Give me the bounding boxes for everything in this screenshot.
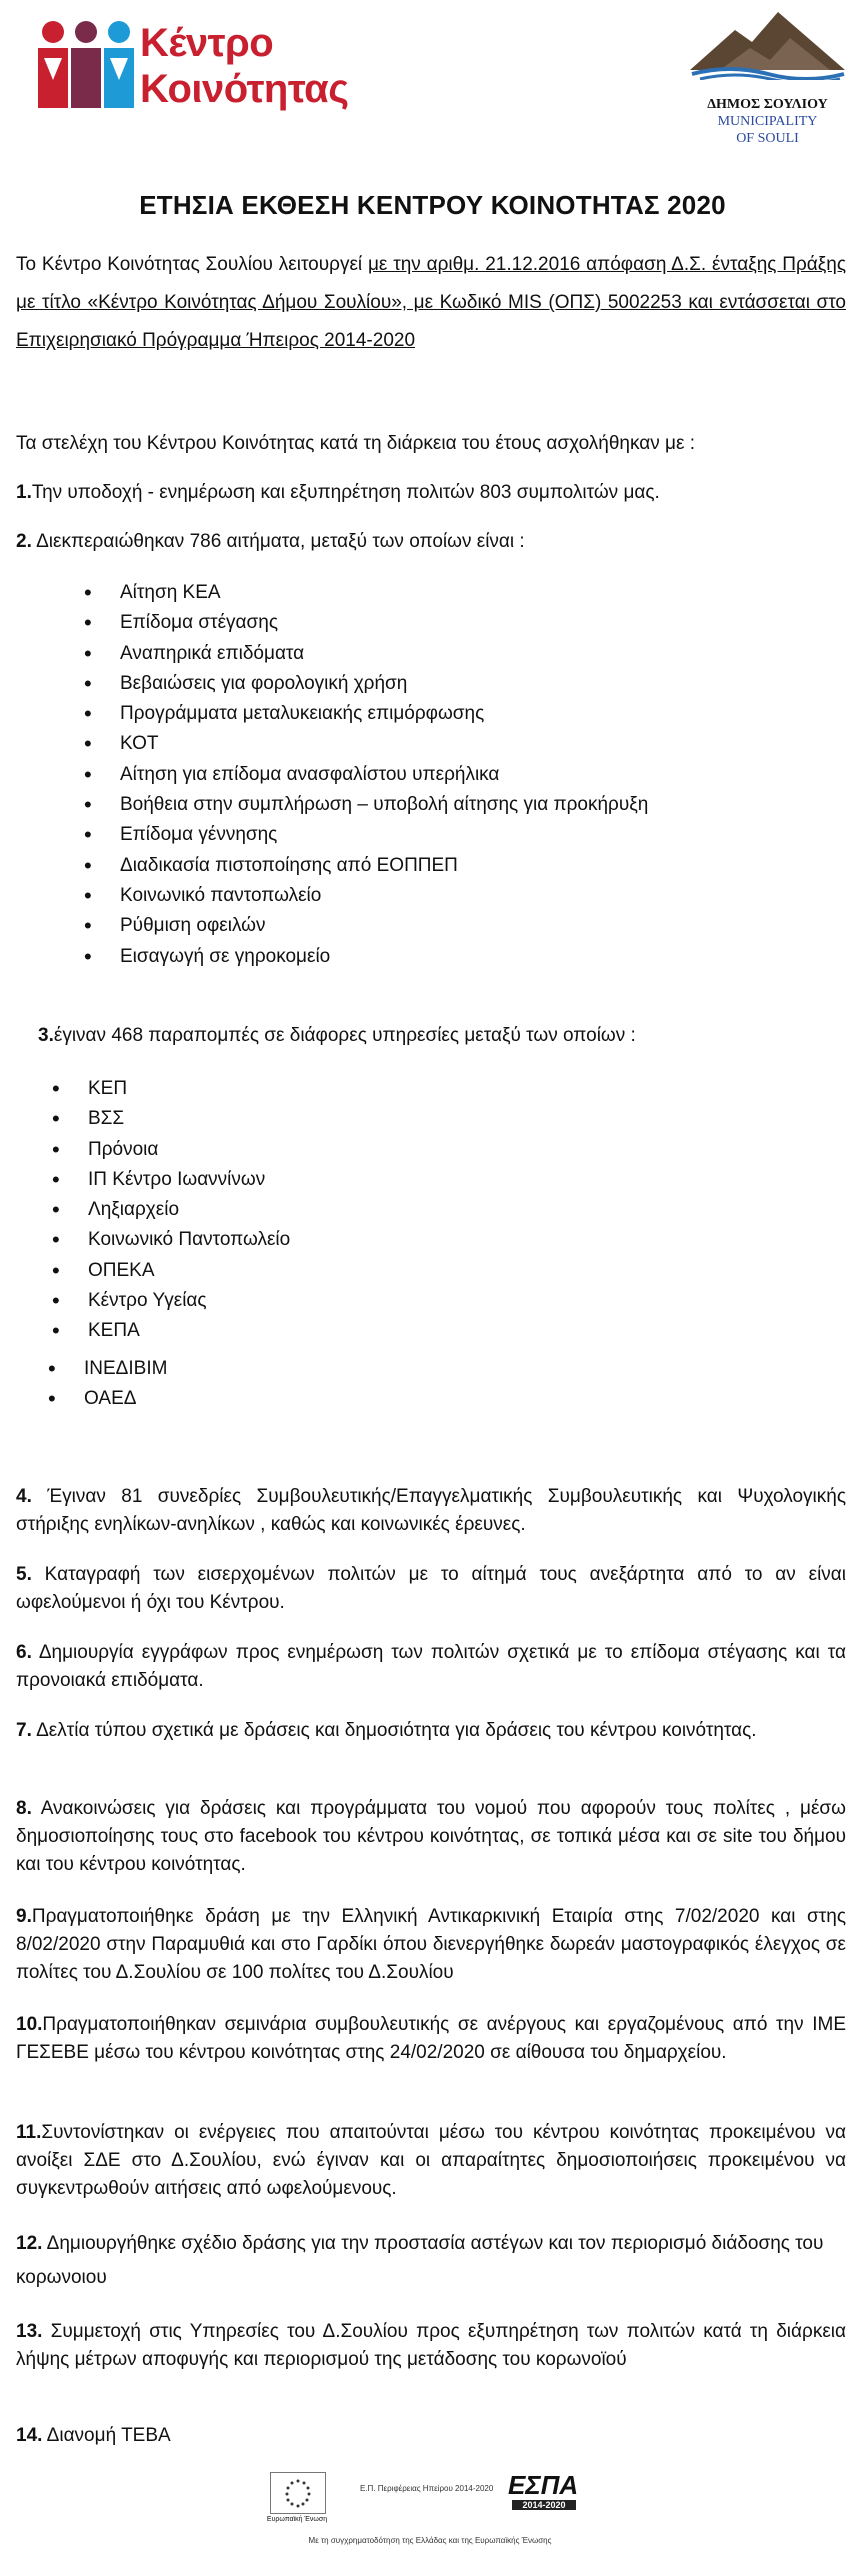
item-text: Ανακοινώσεις για δράσεις και προγράμματα του νομού που αφορούν τους πολίτες , μέσω δημοσιοποίησης τους στο facebook του κέντρου κοινότητας, σε τοπικά μέσα και σε site του δήμου και του κέντρου κοινότητας. <box>16 1798 846 1875</box>
list-item: • ΚΕΠΑ <box>88 1316 290 1346</box>
item-text: Δελτία τύπου σχετικά με δράσεις και δημοσιότητα για δράσεις του κέντρου κοινότητας. <box>31 1720 757 1741</box>
list-item: • ΙΠ Κέντρο Ιωαννίνων <box>88 1165 290 1195</box>
list-item: • Ληξιαρχείο <box>88 1195 290 1225</box>
list-item: • Κοινωνικό παντοπωλείο <box>120 881 648 911</box>
municipality-english-2: OF SOULI <box>736 131 799 146</box>
list-item: • Προγράμματα μεταλυκειακής επιμόρφωσης <box>120 699 648 729</box>
municipality-greek: ΔΗΜΟΣ ΣΟΥΛΙΟΥ <box>707 97 828 112</box>
item-text: Καταγραφή των εισερχομένων πολιτών με το αίτημά τους ανεξάρτητα από το αν είναι ωφελούμενοι ή όχι του Κέντρου. <box>16 1564 846 1613</box>
requests-list <box>120 578 648 972</box>
community-center-logo-icon <box>38 18 134 108</box>
item-text: Την υποδοχή - ενημέρωση και εξυπηρέτηση πολιτών 803 συμπολιτών μας. <box>31 482 660 503</box>
item-number: 1. <box>16 482 32 503</box>
intro-underlined-text: με την αριθμ. 21.12.2016 απόφαση Δ.Σ. ένταξης Πράξης με τίτλο «Κέντρο Κοινότητας Δήμου Σουλίου», με Κωδικό MIS (ΟΠΣ) 5002253 και εντάσσεται στο Επιχειρησιακό Πρόγραμμα Ήπειρος 2014-2020 <box>16 254 846 351</box>
item-number: 14. <box>16 2425 43 2446</box>
espa-period: 2014-2020 <box>512 2500 576 2510</box>
item-6 <box>16 1639 846 1695</box>
list-item: • Πρόνοια <box>88 1135 290 1165</box>
item-5 <box>16 1561 846 1617</box>
item-text: Συντονίστηκαν οι ενέργειες που απαιτούνται μέσω του κέντρου κοινότητας προκειμένου να ανοίξει ΣΔΕ στο Δ.Σουλίου, ενώ έγιναν και οι απαραίτητες δημοσιοποιήσεις προκειμένου να συγκεντρωθούν αιτήσεις από ωφελούμενους. <box>16 2122 846 2199</box>
item-7 <box>16 1717 846 1745</box>
list-item: • ΙΝΕΔΙΒΙΜ <box>84 1354 167 1384</box>
referrals-list <box>88 1074 290 1347</box>
item-number: 11. <box>16 2122 42 2143</box>
logo-line-1: Κέντρο <box>140 21 274 65</box>
item-text: Δημιουργήθηκε σχέδιο δράσης για την προστασία αστέγων και τον περιορισμό διάδοσης του κορωνοιου <box>16 2233 824 2288</box>
list-item: • Εισαγωγή σε γηροκομείο <box>120 942 648 972</box>
list-item: • Βεβαιώσεις για φορολογική χρήση <box>120 669 648 699</box>
item-8 <box>16 1795 846 1879</box>
eu-flag-icon <box>270 2472 326 2514</box>
document-header <box>0 0 865 160</box>
list-item: • ΟΠΕΚΑ <box>88 1256 290 1286</box>
item-number: 9. <box>16 1906 32 1927</box>
mountain-logo-icon <box>690 8 845 80</box>
item-3 <box>38 1022 865 1050</box>
item-number: 7. <box>16 1720 32 1741</box>
item-number: 2. <box>16 531 32 552</box>
item-1 <box>16 479 846 507</box>
item-number: 12. <box>16 2233 43 2254</box>
item-text: Διεκπεραιώθηκαν 786 αιτήματα, μεταξύ των οποίων είναι : <box>31 531 525 552</box>
logo-line-2: Κοινότητας <box>140 67 349 111</box>
list-item: • Επίδομα γέννησης <box>120 820 648 850</box>
list-item: • Ρύθμιση οφειλών <box>120 911 648 941</box>
item-number: 10. <box>16 2014 43 2035</box>
item-text: Διανομή ΤΕΒΑ <box>42 2425 171 2446</box>
list-item: • ΚΕΠ <box>88 1074 290 1104</box>
municipality-english: MUNICIPALITY <box>717 114 818 129</box>
list-item: • Κοινωνικό Παντοπωλείο <box>88 1225 290 1255</box>
list-item: • ΟΑΕΔ <box>84 1384 167 1414</box>
referrals-list-continued <box>84 1354 167 1415</box>
eu-label: Ευρωπαϊκή Ένωση <box>266 2516 328 2523</box>
list-item: • Κέντρο Υγείας <box>88 1286 290 1316</box>
lead-paragraph: Τα στελέχη του Κέντρου Κοινότητας κατά τη διάρκεια του έτους ασχολήθηκαν με : <box>16 433 695 454</box>
list-item: • Αίτηση ΚΕΑ <box>120 578 648 608</box>
item-number: 6. <box>16 1642 32 1663</box>
item-text: Πραγματοποιήθηκε δράση με την Ελληνική Αντικαρκινική Εταιρία στης 7/02/2020 και στης 8/02/2020 στην Παραμυθιά και στο Γαρδίκι όπου διενεργήθηκε δωρεάν μαστογραφικός έλεγχος σε πολίτες του Δ.Σουλίου σε 100 πολίτες του Δ.Σουλίου <box>16 1906 846 1983</box>
item-14 <box>16 2422 846 2450</box>
item-number: 13. <box>16 2321 43 2342</box>
list-item: • Αίτηση για επίδομα ανασφαλίστου υπερήλικα <box>120 760 648 790</box>
item-9 <box>16 1903 846 1987</box>
page-title: ΕΤΗΣΙΑ ΕΚΘΕΣΗ ΚΕΝΤΡΟΥ ΚΟΙΝΟΤΗΤΑΣ 2020 <box>139 190 726 220</box>
item-text: Πραγματοποιήθηκαν σεμινάρια συμβουλευτικής σε ανέργους και εργαζομένους από την ΙΜΕ ΓΕΣΕΒΕ μέσω του κέντρου κοινότητας στης 24/02/2020 σε αίθουσα του δημαρχείου. <box>16 2014 846 2063</box>
list-item: • ΒΣΣ <box>88 1104 290 1134</box>
item-number: 5. <box>16 1564 32 1585</box>
funding-footer <box>260 2470 600 2550</box>
item-12 <box>16 2227 846 2295</box>
espa-logo: ΕΣΠΑ <box>508 2470 579 2500</box>
community-center-logo-text <box>140 20 349 112</box>
item-text: Δημιουργία εγγράφων προς ενημέρωση των πολιτών σχετικά με το επίδομα στέγασης και τα προνοιακά επιδόματα. <box>16 1642 846 1691</box>
municipality-label <box>675 96 860 147</box>
item-number: 8. <box>16 1798 32 1819</box>
item-number: 3. <box>38 1025 54 1046</box>
item-4 <box>16 1483 846 1539</box>
item-11 <box>16 2119 846 2203</box>
intro-text: Το Κέντρο Κοινότητας Σουλίου λειτουργεί <box>16 254 368 275</box>
item-text: Έγιναν 81 συνεδρίες Συμβουλευτικής/Επαγγελματικής Συμβουλευτικής και Ψυχολογικής στήριξης ενηλίκων-ανηλίκων , καθώς και κοινωνικές έρευνες. <box>16 1486 846 1535</box>
item-13 <box>16 2318 846 2374</box>
item-text: Συμμετοχή στις Υπηρεσίες του Δ.Σουλίου προς εξυπηρέτηση των πολιτών κατά τη διάρκεια λήψης μέτρων αποφυγής και περιορισμού της μετάδοσης του κορωνοϊού <box>16 2321 846 2370</box>
item-10 <box>16 2011 846 2067</box>
intro-paragraph <box>16 246 846 360</box>
list-item: • Αναπηρικά επιδόματα <box>120 639 648 669</box>
item-text: έγιναν 468 παραπομπές σε διάφορες υπηρεσίες μεταξύ των οποίων : <box>53 1025 636 1046</box>
cofunding-note: Με τη συγχρηματοδότηση της Ελλάδας και της Ευρωπαϊκής Ένωσης <box>308 2536 552 2545</box>
list-item: • Διαδικασία πιστοποίησης από ΕΟΠΠΕΠ <box>120 851 648 881</box>
item-number: 4. <box>16 1486 32 1507</box>
list-item: • Βοήθεια στην συμπλήρωση – υποβολή αίτησης για προκήρυξη <box>120 790 648 820</box>
list-item: • ΚΟΤ <box>120 729 648 759</box>
list-item: • Επίδομα στέγασης <box>120 608 648 638</box>
item-2 <box>16 528 846 556</box>
program-label: Ε.Π. Περιφέρειας Ηπείρου 2014-2020 <box>360 2484 494 2493</box>
